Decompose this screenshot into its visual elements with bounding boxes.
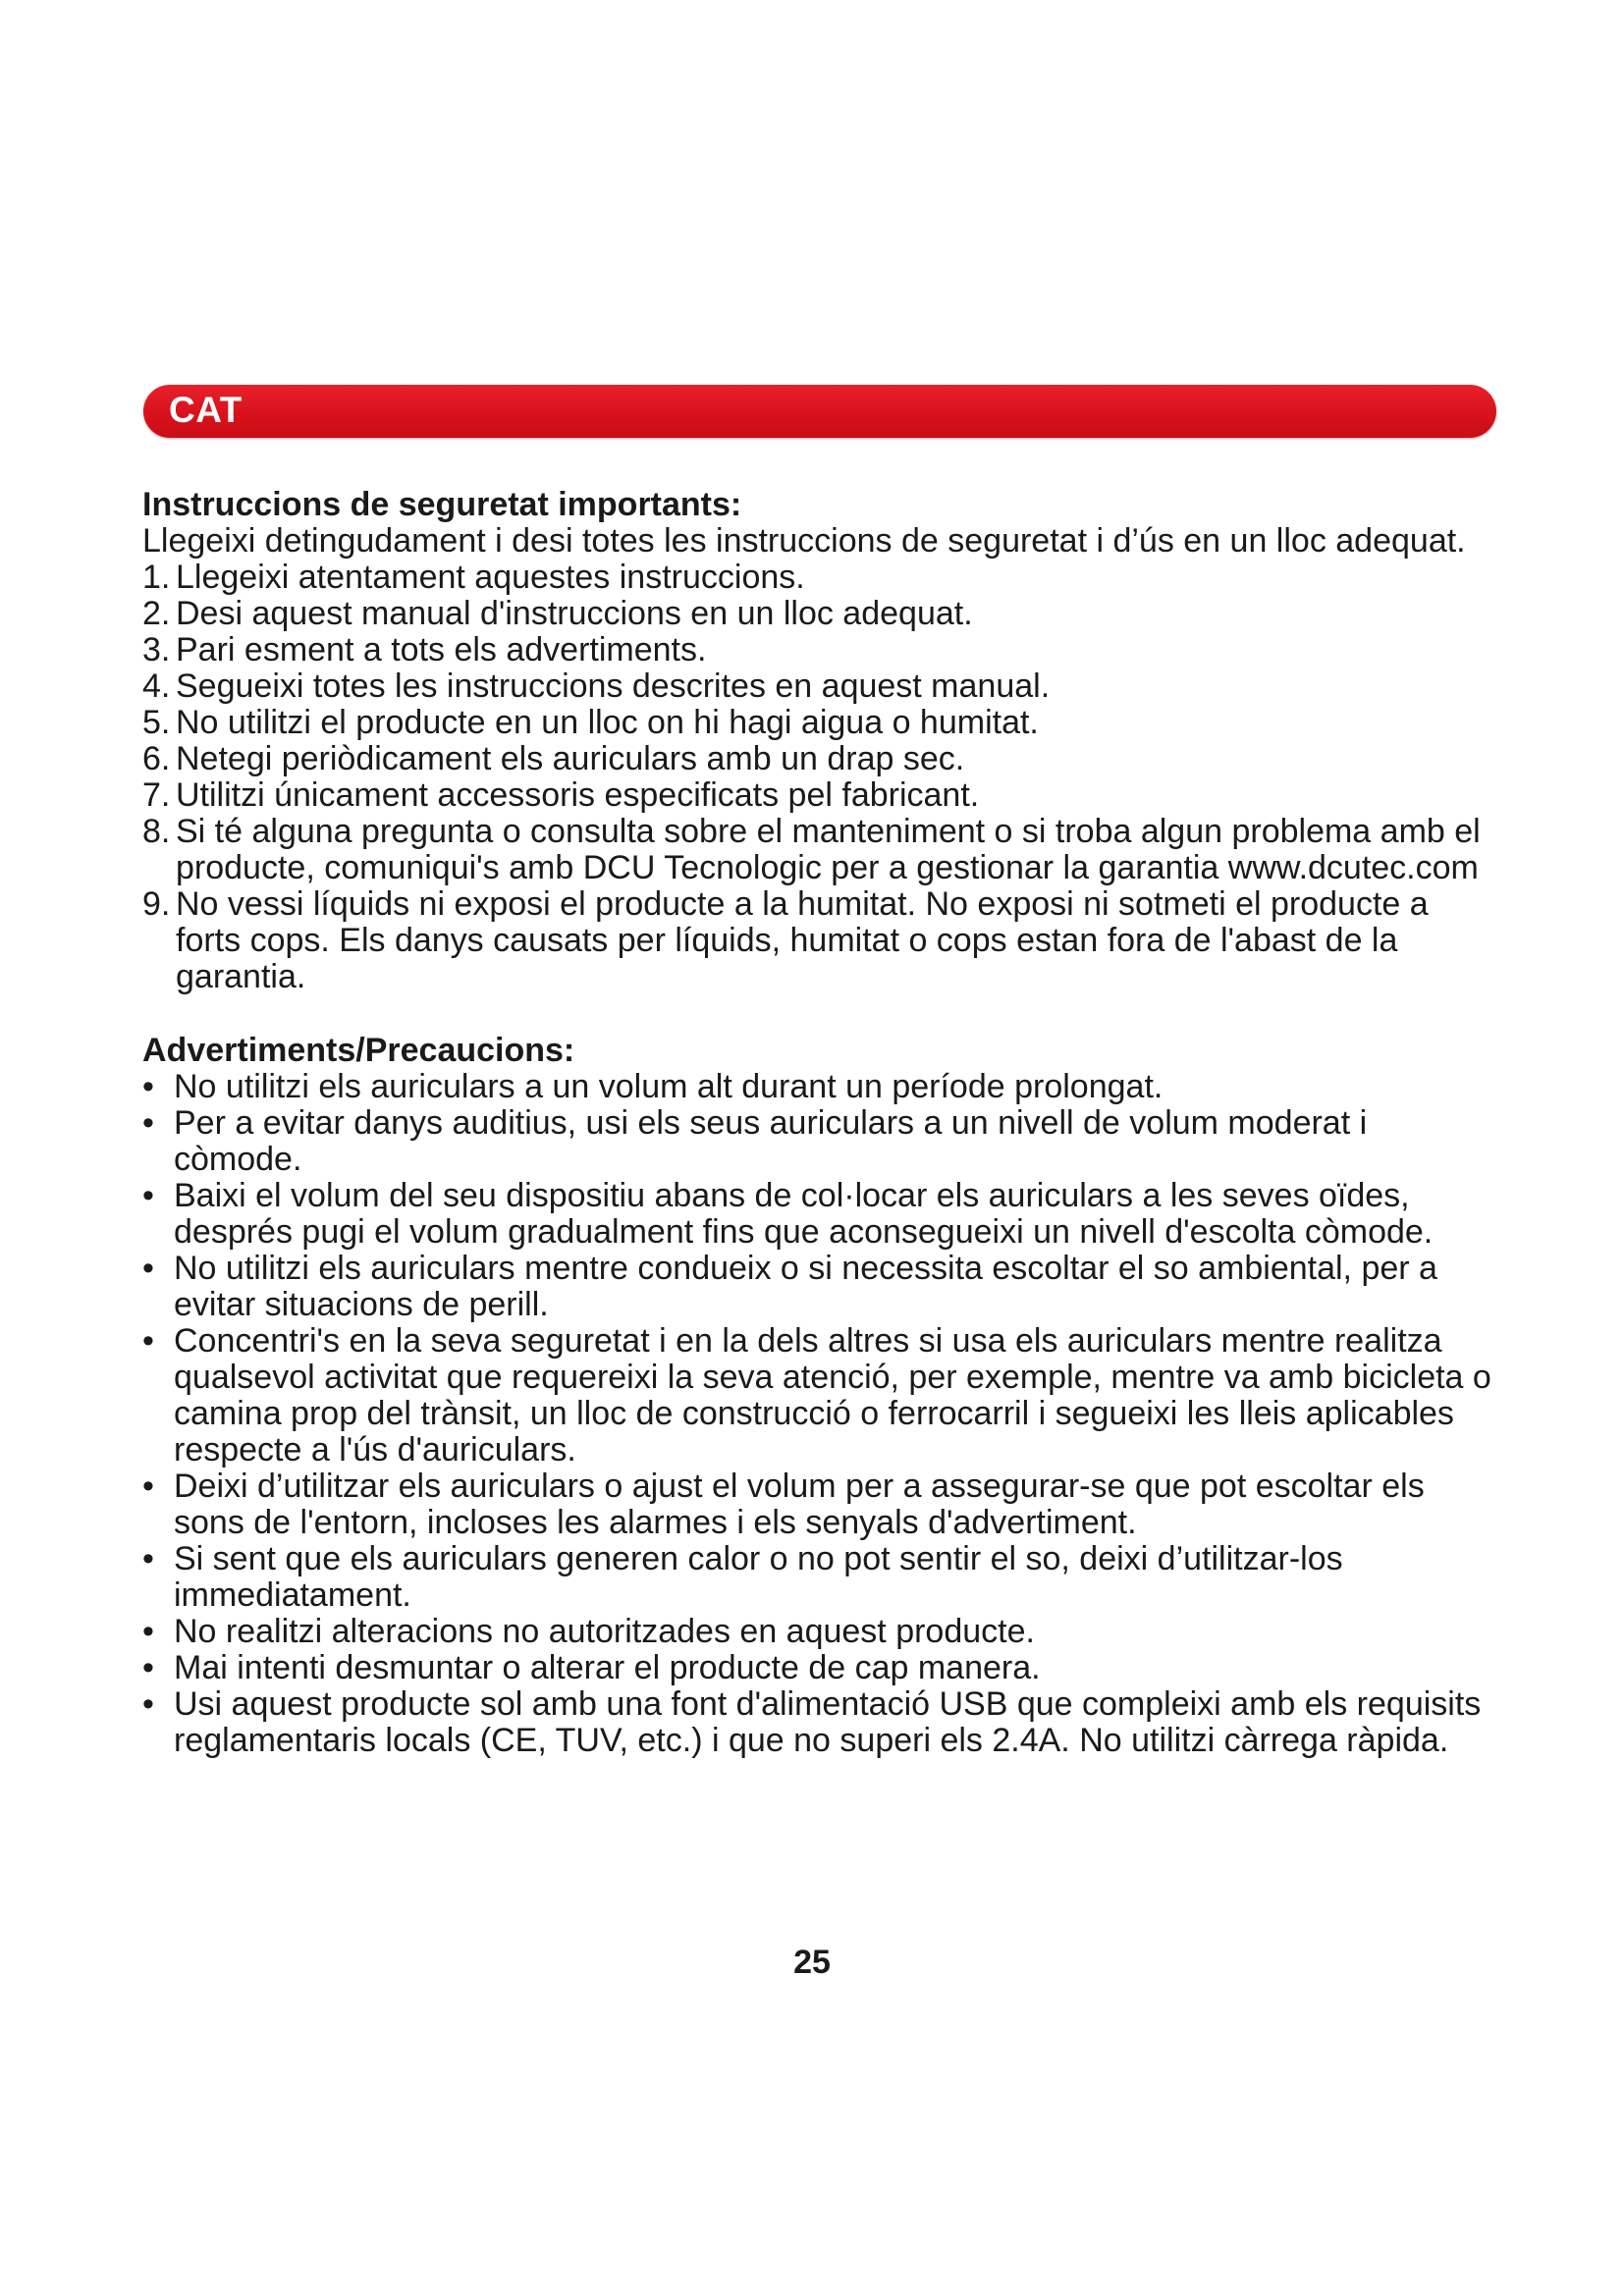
warning-text: No utilitzi els auriculars mentre condueix o si necessita escoltar el so ambiental, per a evitar situacions de perill. (174, 1250, 1437, 1323)
item-text: Utilitzi únicament accessoris especificats pel fabricant. (176, 776, 980, 814)
language-code: CAT (169, 390, 243, 430)
item-number: 4. (142, 667, 171, 705)
warning-text: Per a evitar danys auditius, usi els seus auriculars a un nivell de volum moderat i còmode. (174, 1104, 1368, 1178)
safety-item (142, 741, 1502, 777)
warning-item (142, 1468, 1502, 1541)
safety-list (142, 560, 1502, 995)
item-text: Segueixi totes les instruccions descrites en aquest manual. (176, 667, 1051, 705)
item-text: Si té alguna pregunta o consulta sobre el manteniment o si troba algun problema amb el producte, comuniqui's amb DCU Tecnologic per a gestionar la garantia www.dcutec.com (176, 813, 1481, 886)
safety-item (142, 632, 1502, 668)
safety-item (142, 886, 1502, 995)
section-spacer (142, 995, 1502, 1033)
warning-text: Si sent que els auriculars generen calor o no pot sentir el so, deixi d’utilitzar-los immediatament. (174, 1540, 1343, 1614)
bullet-icon: • (142, 1540, 154, 1577)
warning-text: Baixi el volum del seu dispositiu abans de col·locar els auriculars a les seves oïdes, després pugi el volum gradualment fins que aconsegueixi un nivell d'escolta còmode. (174, 1177, 1434, 1251)
item-number: 6. (142, 740, 171, 777)
safety-title: Instruccions de seguretat importants: (142, 486, 742, 523)
safety-item (142, 777, 1502, 814)
warning-item (142, 1105, 1502, 1178)
item-number: 7. (142, 776, 171, 814)
safety-item (142, 596, 1502, 632)
bullet-icon: • (142, 1322, 154, 1360)
warning-item (142, 1251, 1502, 1323)
safety-item (142, 668, 1502, 705)
item-number: 5. (142, 704, 171, 741)
warning-item (142, 1686, 1502, 1759)
warnings-title: Advertiments/Precaucions: (142, 1032, 575, 1069)
language-banner (143, 385, 1496, 438)
manual-content (142, 487, 1502, 1759)
warning-item (142, 1069, 1502, 1105)
bullet-icon: • (142, 1104, 154, 1142)
safety-item (142, 814, 1502, 886)
item-text: Desi aquest manual d'instruccions en un lloc adequat. (176, 595, 973, 632)
warning-text: No utilitzi els auriculars a un volum alt durant un període prolongat. (174, 1068, 1164, 1105)
item-number: 3. (142, 631, 171, 668)
bullet-icon: • (142, 1177, 154, 1214)
page-number: 25 (793, 1944, 831, 1981)
warning-item (142, 1650, 1502, 1686)
warning-item (142, 1614, 1502, 1650)
warning-text: Deixi d’utilitzar els auriculars o ajust el volum per a assegurar-se que pot escoltar els sons de l'entorn, incloses les alarmes i els senyals d'advertiment. (174, 1468, 1425, 1541)
bullet-icon: • (142, 1468, 154, 1505)
warning-text: Mai intenti desmuntar o alterar el producte de cap manera. (174, 1649, 1041, 1686)
bullet-icon: • (142, 1613, 154, 1650)
safety-intro: Llegeixi detingudament i desi totes les instruccions de seguretat i d’ús en un lloc adequat. (142, 522, 1466, 560)
item-number: 1. (142, 559, 171, 596)
safety-item (142, 560, 1502, 596)
item-text: Netegi periòdicament els auriculars amb un drap sec. (176, 740, 965, 777)
warning-item (142, 1541, 1502, 1614)
item-number: 9. (142, 885, 171, 923)
warning-text: No realitzi alteracions no autoritzades en aquest producte. (174, 1613, 1035, 1650)
bullet-icon: • (142, 1685, 154, 1723)
warning-text: Concentri's en la seva seguretat i en la dels altres si usa els auriculars mentre realitza qualsevol activitat que requereixi la seva atenció, per exemple, mentre va amb bicicleta o camina prop del trànsit, un lloc de construcció o ferrocarril i segueixi les lleis aplicables respecte a l'ús d'auriculars. (174, 1322, 1491, 1468)
warning-text: Usi aquest producte sol amb una font d'alimentació USB que compleixi amb els requisits reglamentaris locals (CE, TUV, etc.) i que no superi els 2.4A. No utilitzi càrrega ràpida. (174, 1685, 1482, 1759)
bullet-icon: • (142, 1649, 154, 1686)
item-text: No vessi líquids ni exposi el producte a la humitat. No exposi ni sotmeti el producte a forts cops. Els danys causats per líquids, humitat o cops estan fora de l'abast de la garantia. (176, 885, 1429, 995)
item-number: 2. (142, 595, 171, 632)
item-text: No utilitzi el producte en un lloc on hi hagi aigua o humitat. (176, 704, 1039, 741)
warning-item (142, 1323, 1502, 1468)
bullet-icon: • (142, 1068, 154, 1105)
safety-item (142, 705, 1502, 741)
warnings-list (142, 1069, 1502, 1759)
item-number: 8. (142, 813, 171, 850)
item-text: Llegeixi atentament aquestes instruccions. (176, 559, 805, 596)
bullet-icon: • (142, 1250, 154, 1287)
item-text: Pari esment a tots els advertiments. (176, 631, 707, 668)
warning-item (142, 1178, 1502, 1251)
